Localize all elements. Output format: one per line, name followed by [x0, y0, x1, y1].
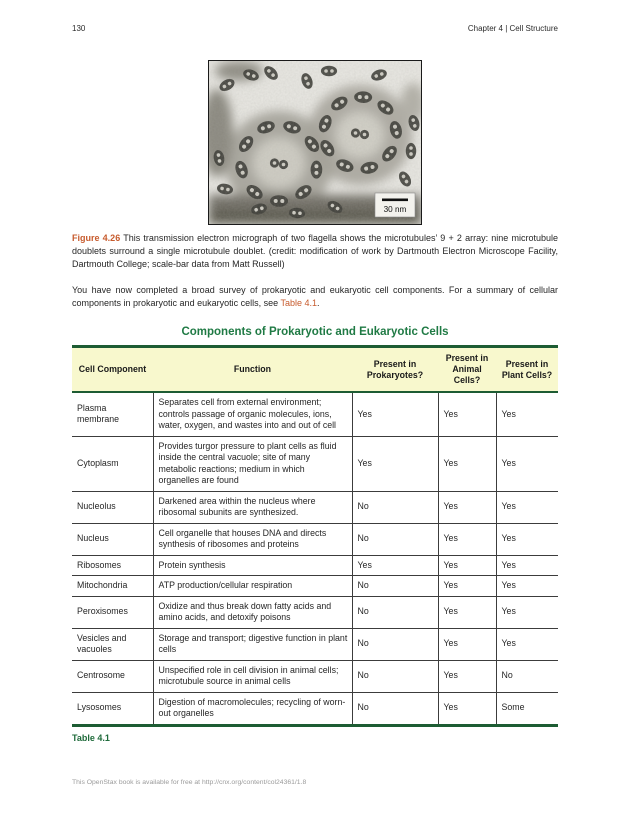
chapter-header: Chapter 4 | Cell Structure [467, 24, 558, 33]
row-cell-animal: Yes [438, 436, 496, 491]
row-cell-animal: Yes [438, 596, 496, 628]
row-cell-component: Nucleolus [72, 491, 153, 523]
row-cell-component: Mitochondria [72, 576, 153, 597]
row-cell-plant: Yes [496, 436, 558, 491]
row-cell-plant: Some [496, 692, 558, 725]
col-header-prokaryotes: Present in Prokaryotes? [352, 347, 438, 393]
row-cell-function: Cell organelle that houses DNA and directs synthesis of ribosomes and proteins [153, 523, 352, 555]
tem-micrograph-image [208, 60, 422, 225]
row-cell-plant: Yes [496, 596, 558, 628]
figure-label: Figure 4.26 [72, 233, 121, 243]
row-cell-prokaryotes: No [352, 491, 438, 523]
row-cell-component: Vesicles and vacuoles [72, 628, 153, 660]
page-footer: This OpenStax book is available for free at http://cnx.org/content/col24361/1.8 [72, 779, 307, 786]
body-paragraph [72, 284, 558, 310]
row-cell-prokaryotes: No [352, 576, 438, 597]
paragraph-period: . [316, 298, 320, 308]
row-cell-prokaryotes: Yes [352, 436, 438, 491]
table-row [72, 576, 558, 597]
row-cell-component: Nucleus [72, 523, 153, 555]
row-cell-plant: Yes [496, 628, 558, 660]
row-cell-function: Digestion of macromolecules; recycling of worn-out organelles [153, 692, 352, 725]
row-cell-animal: Yes [438, 392, 496, 436]
row-cell-animal: Yes [438, 523, 496, 555]
row-cell-animal: Yes [438, 628, 496, 660]
figure-4-26 [72, 60, 558, 271]
row-cell-animal: Yes [438, 660, 496, 692]
row-cell-animal: Yes [438, 576, 496, 597]
col-header-plant: Present in Plant Cells? [496, 347, 558, 393]
table-row [72, 555, 558, 576]
table-header-row [72, 347, 558, 393]
page-content [72, 60, 558, 743]
table-caption: Table 4.1 [72, 732, 110, 743]
row-cell-prokaryotes: No [352, 660, 438, 692]
components-table [72, 345, 558, 727]
row-cell-prokaryotes: No [352, 596, 438, 628]
table-row [72, 392, 558, 436]
row-cell-component: Ribosomes [72, 555, 153, 576]
table-row [72, 692, 558, 725]
row-cell-component: Lysosomes [72, 692, 153, 725]
table-row [72, 436, 558, 491]
row-cell-prokaryotes: Yes [352, 392, 438, 436]
row-cell-plant: Yes [496, 576, 558, 597]
table-row [72, 523, 558, 555]
row-cell-function: Oxidize and thus break down fatty acids and amino acids, and detoxify poisons [153, 596, 352, 628]
figure-caption [72, 232, 558, 271]
table-row [72, 628, 558, 660]
page-header [72, 24, 558, 33]
row-cell-function: Storage and transport; digestive function in plant cells [153, 628, 352, 660]
row-cell-prokaryotes: No [352, 692, 438, 725]
table-row [72, 491, 558, 523]
row-cell-animal: Yes [438, 555, 496, 576]
scale-bar-line [382, 199, 408, 202]
micrograph-frame [208, 60, 422, 225]
row-cell-plant: Yes [496, 523, 558, 555]
row-cell-plant: No [496, 660, 558, 692]
col-header-cell-component: Cell Component [72, 347, 153, 393]
row-cell-component: Peroxisomes [72, 596, 153, 628]
table-4-1-link[interactable]: Table 4.1 [280, 298, 317, 308]
row-cell-plant: Yes [496, 392, 558, 436]
row-cell-component: Centrosome [72, 660, 153, 692]
col-header-function: Function [153, 347, 352, 393]
paragraph-text: You have now completed a broad survey of prokaryotic and eukaryotic cell components. For a summary of cellular components in prokaryotic and eukaryotic cells, see [72, 285, 558, 308]
row-cell-function: ATP production/cellular respiration [153, 576, 352, 597]
table-row [72, 596, 558, 628]
row-cell-plant: Yes [496, 491, 558, 523]
row-cell-function: Darkened area within the nucleus where ribosomal subunits are synthesized. [153, 491, 352, 523]
row-cell-animal: Yes [438, 491, 496, 523]
scale-bar-label: 30 nm [383, 205, 407, 214]
table-row [72, 660, 558, 692]
row-cell-component: Cytoplasm [72, 436, 153, 491]
row-cell-prokaryotes: Yes [352, 555, 438, 576]
row-cell-function: Unspecified role in cell division in animal cells; microtubule source in animal cells [153, 660, 352, 692]
row-cell-plant: Yes [496, 555, 558, 576]
row-cell-animal: Yes [438, 692, 496, 725]
row-cell-function: Separates cell from external environment; controls passage of organic molecules, ions, water, oxygen, and wastes into and out of cell [153, 392, 352, 436]
table-title: Components of Prokaryotic and Eukaryotic Cells [181, 326, 449, 338]
scale-bar [375, 193, 415, 217]
page-number: 130 [72, 24, 86, 33]
row-cell-component: Plasma membrane [77, 402, 120, 425]
row-cell-function: Provides turgor pressure to plant cells as fluid inside the central vacuole; site of many metabolic reactions; medium in which organelles are found [153, 436, 352, 491]
col-header-animal: Present in Animal Cells? [438, 347, 496, 393]
row-cell-prokaryotes: No [352, 628, 438, 660]
row-cell-function: Protein synthesis [153, 555, 352, 576]
figure-caption-text: This transmission electron micrograph of two flagella shows the microtubules’ 9 + 2 array: nine microtubule doublets surround a single microtubule doublet. (credit: modification of work by Dartmouth Electron Microscope Facility, Dartmouth College; scale-bar data from Matt Russell) [72, 233, 558, 269]
row-cell-prokaryotes: No [352, 523, 438, 555]
